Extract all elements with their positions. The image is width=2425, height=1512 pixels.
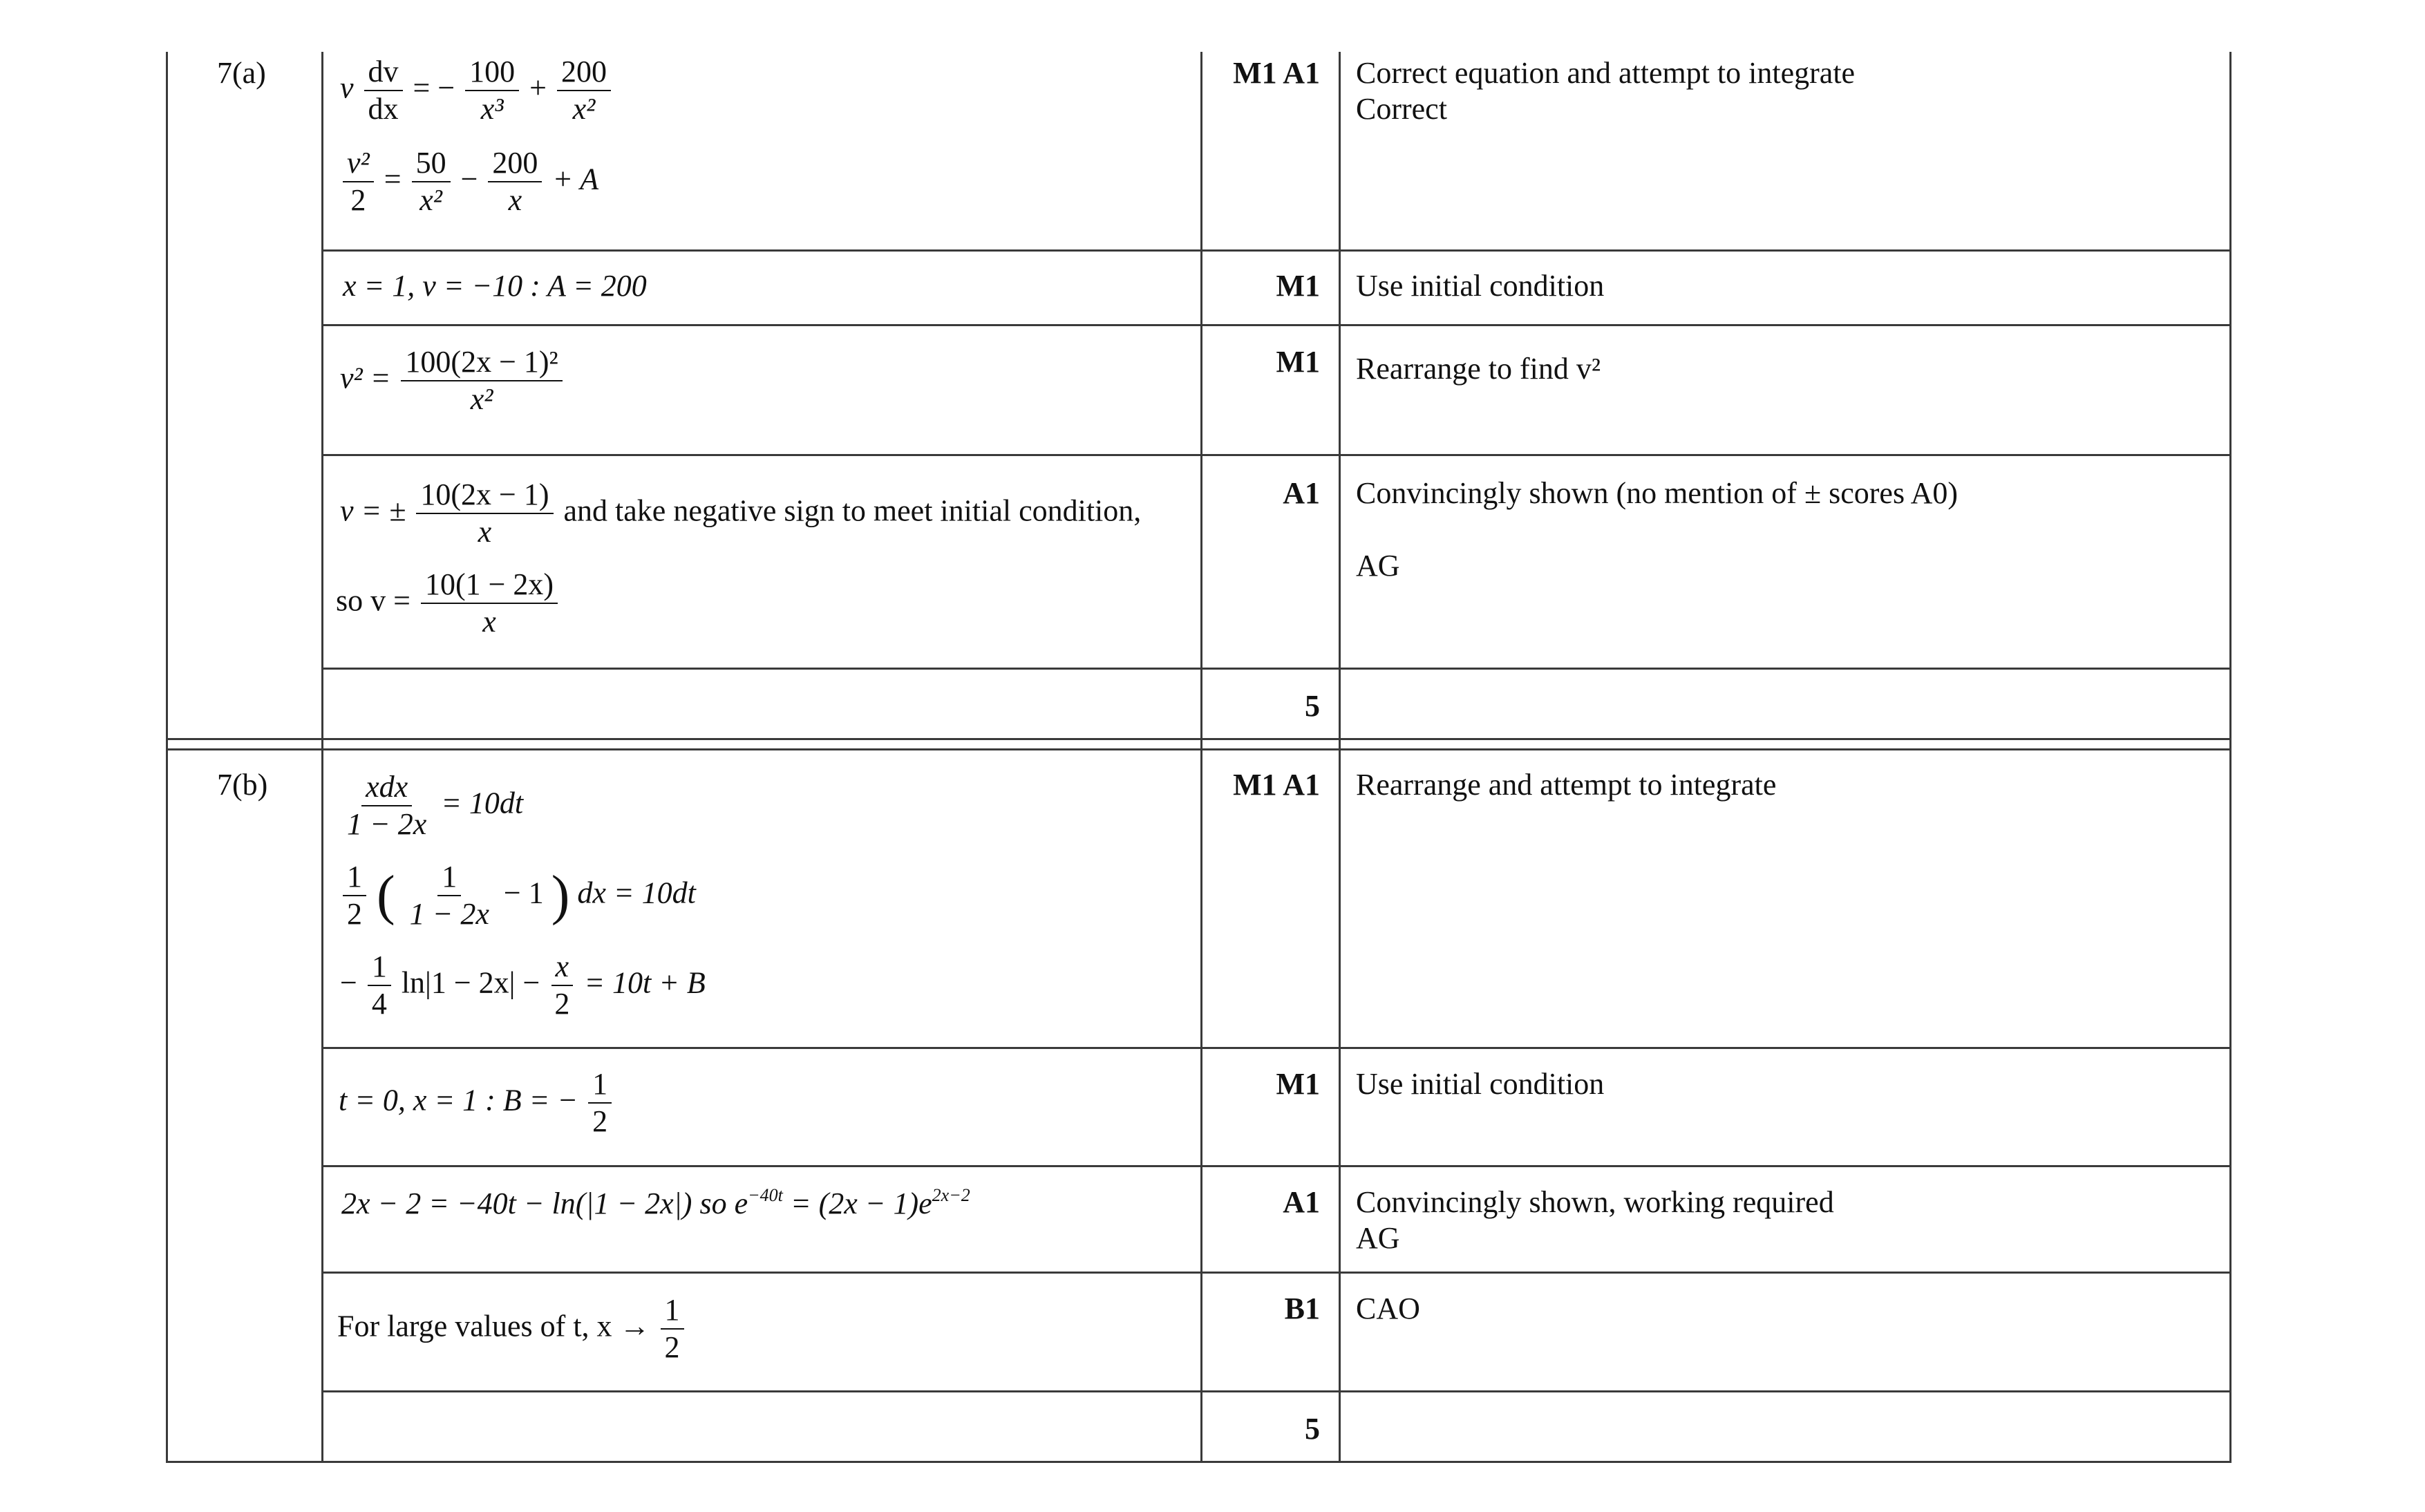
total-marks: 5 — [1305, 689, 1320, 723]
mark-code: B1 — [1284, 1292, 1320, 1325]
row-divider — [321, 1047, 2231, 1049]
mark-code: M1 A1 — [1233, 56, 1320, 90]
guidance-text: Correct equation and attempt to integrate — [1356, 56, 1856, 90]
guidance-text: Correct — [1356, 92, 1447, 126]
working-equation: v² = $\frac{\text{100(2x − 1)²}}{\text{x²}}$ — [340, 346, 565, 417]
mark-code: M1 — [1276, 269, 1320, 303]
working-equation: $\frac{\text{xdx}}{1 - 2x}$ = 10dt — [347, 770, 524, 842]
guidance-text: Use initial condition — [1356, 1067, 1605, 1101]
working-equation: v = ± $\frac{10(2x - 1)}{x}$ and take negative sign to meet initial condition, — [340, 478, 1142, 549]
working-equation: $\frac{\text{v²}}{2}$ = $\frac{50}{\text{x²}}$ − $\frac{200}{x}$ + A — [340, 147, 598, 218]
table-border-left — [166, 52, 168, 1463]
working-equation: v $\frac{dv}{dx}$ = − $\frac{100}{\text{x³}}$ + $\frac{200}{\text{x²}}$ — [340, 55, 614, 126]
guidance-text: CAO — [1356, 1292, 1420, 1325]
row-divider — [321, 1390, 2231, 1392]
total-marks: 5 — [1305, 1412, 1320, 1446]
row-divider — [321, 454, 2231, 456]
row-divider — [321, 668, 2231, 670]
guidance-text: AG — [1356, 549, 1400, 583]
guidance-text: Convincingly shown, working required — [1356, 1185, 1834, 1219]
mark-code: A1 — [1283, 476, 1320, 510]
row-divider — [321, 324, 2231, 326]
mark-code: M1 A1 — [1233, 768, 1320, 802]
guidance-text: Rearrange and attempt to integrate — [1356, 768, 1777, 802]
guidance-text: AG — [1356, 1221, 1400, 1255]
section-divider — [166, 748, 2231, 750]
row-divider — [321, 1165, 2231, 1167]
table-border-right — [2229, 52, 2231, 1463]
working-equation: x = 1, v = −10 : A = 200 — [343, 269, 647, 303]
question-label: 7(a) — [217, 56, 266, 90]
mark-code: M1 — [1276, 1067, 1320, 1101]
table-border-col2 — [321, 52, 323, 1463]
working-equation: so v = $\frac{10(1 - 2x)}{x}$ — [336, 568, 560, 639]
working-equation: $\frac{1}{2}$ ( $\frac{1}{1 - 2x}$ − 1 ) dx = 10dt — [340, 860, 696, 932]
working-equation: 2x − 2 = −40t − ln(|1 − 2x|) so $e^{-40t} = (2x - 1)e^{2x-2}$ — [341, 1185, 970, 1220]
working-equation: For large values of t, x → $\frac{1}{2}$ — [337, 1294, 687, 1365]
question-label: 7(b) — [217, 768, 268, 802]
row-divider — [321, 1272, 2231, 1274]
guidance-text: Convincingly shown (no mention of ± scores A0) — [1356, 476, 1959, 510]
working-equation: − $\frac{1}{4}$ ln|1 − 2x| − $\frac{x}{2}$ = 10t + B — [340, 949, 706, 1021]
guidance-text: Rearrange to find v² — [1356, 352, 1601, 386]
working-equation: t = 0, x = 1 : B = − $\frac{1}{2}$ — [339, 1068, 614, 1139]
section-divider — [166, 738, 2231, 740]
mark-code: A1 — [1283, 1185, 1320, 1219]
guidance-text: Use initial condition — [1356, 269, 1605, 303]
row-divider — [321, 249, 2231, 252]
table-border-col4 — [1339, 52, 1341, 1463]
mark-code: M1 — [1276, 345, 1320, 379]
table-border-col3 — [1200, 52, 1202, 1463]
table-border-bottom — [166, 1461, 2231, 1463]
